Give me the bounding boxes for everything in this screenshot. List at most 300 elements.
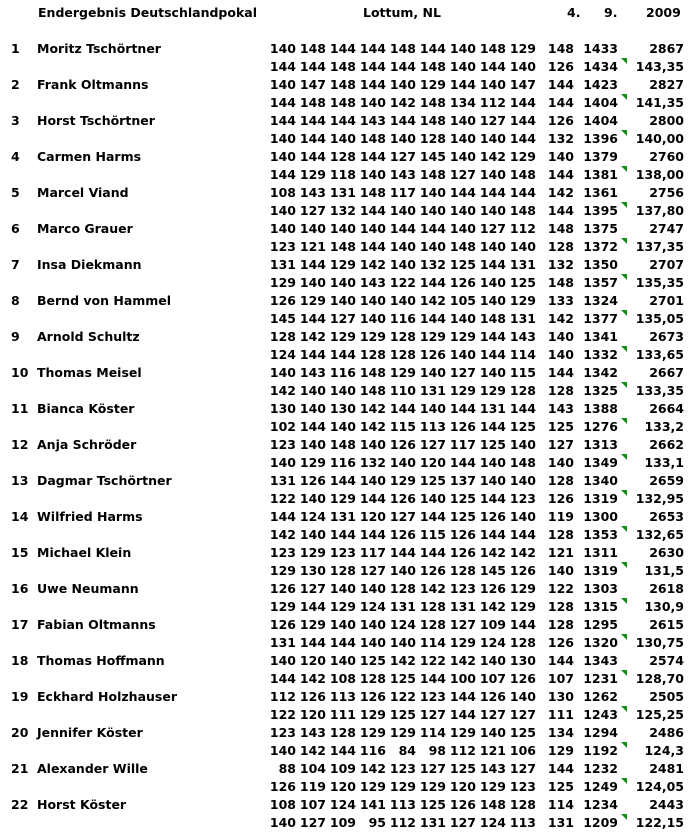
round-score: 117 — [449, 437, 476, 452]
round-score: 131 — [329, 509, 356, 524]
series-sum: 1372 — [583, 239, 618, 254]
round-score: 127 — [449, 815, 476, 830]
round-score: 142 — [269, 527, 296, 542]
round-score: 116 — [359, 743, 386, 758]
player-row-second-series — [0, 562, 700, 580]
round-score: 123 — [509, 779, 536, 794]
round-score: 140 — [419, 401, 446, 416]
round-score: 127 — [449, 617, 476, 632]
round-score: 140 — [269, 365, 296, 380]
player-name: Horst Tschörtner — [37, 113, 155, 128]
player-row-second-series — [0, 166, 700, 184]
round-score: 144 — [479, 491, 506, 506]
player-rank: 21 — [11, 761, 29, 776]
round-score: 144 — [547, 95, 574, 110]
round-score: 125 — [449, 761, 476, 776]
round-score: 143 — [299, 365, 326, 380]
round-score: 123 — [389, 761, 416, 776]
round-score: 129 — [359, 725, 386, 740]
series-sum: 1341 — [583, 329, 618, 344]
player-name: Dagmar Tschörtner — [37, 473, 172, 488]
series-sum: 1340 — [583, 473, 618, 488]
series-sum: 1332 — [583, 347, 618, 362]
round-score: 128 — [547, 599, 574, 614]
series-sum: 1313 — [583, 437, 618, 452]
round-score: 144 — [479, 347, 506, 362]
round-score: 143 — [547, 401, 574, 416]
total-score: 2662 — [649, 437, 684, 452]
player-row-second-series — [0, 778, 700, 796]
round-score: 142 — [547, 185, 574, 200]
series-sum: 1377 — [583, 311, 618, 326]
series-sum: 1353 — [583, 527, 618, 542]
round-score: 127 — [359, 563, 386, 578]
round-score: 123 — [329, 545, 356, 560]
date-year: 2009 — [646, 5, 681, 20]
round-score: 144 — [419, 509, 446, 524]
cell-comment-marker-icon — [621, 382, 627, 388]
round-score: 131 — [449, 599, 476, 614]
round-score: 140 — [479, 77, 506, 92]
round-score: 140 — [359, 167, 386, 182]
round-score: 144 — [547, 167, 574, 182]
round-score: 148 — [547, 275, 574, 290]
series-sum: 1249 — [583, 779, 618, 794]
round-score: 144 — [359, 41, 386, 56]
player-row — [0, 328, 700, 346]
round-score: 131 — [547, 815, 574, 830]
round-score: 140 — [329, 275, 356, 290]
round-score: 129 — [269, 275, 296, 290]
cell-comment-marker-icon — [621, 814, 627, 820]
series-sum: 1375 — [583, 221, 618, 236]
round-score: 131 — [329, 185, 356, 200]
round-score: 127 — [449, 167, 476, 182]
round-score: 142 — [269, 383, 296, 398]
round-score: 140 — [299, 275, 326, 290]
round-score: 144 — [419, 41, 446, 56]
round-score: 144 — [419, 311, 446, 326]
round-score: 125 — [449, 257, 476, 272]
round-score: 129 — [329, 257, 356, 272]
total-score: 2707 — [649, 257, 684, 272]
series-sum: 1300 — [583, 509, 618, 524]
player-row — [0, 76, 700, 94]
round-score: 143 — [299, 185, 326, 200]
round-score: 128 — [419, 617, 446, 632]
round-score: 140 — [479, 203, 506, 218]
round-score: 124 — [479, 635, 506, 650]
average-score: 130,9 — [644, 599, 684, 614]
round-score: 148 — [389, 41, 416, 56]
player-row-second-series — [0, 526, 700, 544]
date-day: 4. — [567, 5, 581, 20]
cell-comment-marker-icon — [621, 490, 627, 496]
round-score: 140 — [389, 635, 416, 650]
series-sum: 1388 — [583, 401, 618, 416]
round-score: 140 — [419, 491, 446, 506]
round-score: 144 — [299, 131, 326, 146]
round-score: 125 — [449, 509, 476, 524]
round-score: 128 — [547, 617, 574, 632]
player-rank: 1 — [11, 41, 20, 56]
round-score: 124 — [329, 797, 356, 812]
round-score: 144 — [329, 473, 356, 488]
player-rank: 19 — [11, 689, 29, 704]
round-score: 129 — [359, 329, 386, 344]
round-score: 140 — [269, 149, 296, 164]
round-score: 128 — [269, 329, 296, 344]
round-score: 129 — [299, 617, 326, 632]
round-score: 111 — [329, 707, 356, 722]
round-score: 144 — [449, 401, 476, 416]
round-score: 118 — [329, 167, 356, 182]
average-score: 138,00 — [635, 167, 684, 182]
player-rank: 9 — [11, 329, 20, 344]
round-score: 127 — [547, 437, 574, 452]
round-score: 144 — [359, 527, 386, 542]
average-score: 124,05 — [635, 779, 684, 794]
player-row — [0, 220, 700, 238]
round-score: 128 — [509, 383, 536, 398]
round-score: 108 — [329, 671, 356, 686]
cell-comment-marker-icon — [621, 706, 627, 712]
round-score: 140 — [479, 167, 506, 182]
round-score: 140 — [329, 131, 356, 146]
total-score: 2800 — [649, 113, 684, 128]
round-score: 144 — [329, 113, 356, 128]
round-score: 140 — [509, 689, 536, 704]
round-score: 114 — [509, 347, 536, 362]
round-score: 127 — [329, 311, 356, 326]
round-score: 144 — [479, 185, 506, 200]
round-score: 140 — [479, 473, 506, 488]
round-score: 140 — [547, 347, 574, 362]
round-score: 129 — [479, 779, 506, 794]
total-score: 2630 — [649, 545, 684, 560]
round-score: 140 — [449, 347, 476, 362]
round-score: 144 — [329, 635, 356, 650]
round-score: 144 — [509, 401, 536, 416]
player-row — [0, 688, 700, 706]
round-score: 144 — [449, 185, 476, 200]
round-score: 127 — [299, 815, 326, 830]
round-score: 108 — [269, 185, 296, 200]
round-score: 121 — [479, 743, 506, 758]
round-score: 123 — [509, 491, 536, 506]
round-score: 144 — [389, 59, 416, 74]
round-score: 112 — [479, 95, 506, 110]
round-score: 126 — [389, 491, 416, 506]
round-score: 140 — [547, 149, 574, 164]
round-score: 112 — [509, 221, 536, 236]
round-score: 144 — [389, 401, 416, 416]
round-score: 129 — [389, 779, 416, 794]
round-score: 120 — [449, 779, 476, 794]
round-score: 148 — [509, 455, 536, 470]
cell-comment-marker-icon — [621, 598, 627, 604]
round-score: 131 — [509, 311, 536, 326]
round-score: 129 — [449, 329, 476, 344]
round-score: 129 — [359, 779, 386, 794]
player-row — [0, 400, 700, 418]
total-score: 2481 — [649, 761, 684, 776]
player-name: Alexander Wille — [37, 761, 148, 776]
round-score: 148 — [329, 77, 356, 92]
player-name: Marcel Viand — [37, 185, 129, 200]
round-score: 126 — [449, 797, 476, 812]
round-score: 128 — [509, 635, 536, 650]
series-sum: 1361 — [583, 185, 618, 200]
round-score: 142 — [359, 401, 386, 416]
round-score: 144 — [389, 221, 416, 236]
round-score: 142 — [389, 653, 416, 668]
player-row-second-series — [0, 490, 700, 508]
round-score: 126 — [547, 635, 574, 650]
round-score: 107 — [299, 797, 326, 812]
round-score: 107 — [479, 671, 506, 686]
round-score: 148 — [419, 95, 446, 110]
round-score: 113 — [419, 419, 446, 434]
round-score: 144 — [547, 203, 574, 218]
round-score: 107 — [547, 671, 574, 686]
round-score: 129 — [359, 707, 386, 722]
round-score: 140 — [329, 293, 356, 308]
round-score: 140 — [479, 365, 506, 380]
round-score: 144 — [359, 59, 386, 74]
round-score: 140 — [269, 653, 296, 668]
player-row — [0, 544, 700, 562]
round-score: 140 — [269, 41, 296, 56]
round-score: 143 — [359, 275, 386, 290]
round-score: 140 — [449, 311, 476, 326]
round-score: 148 — [359, 185, 386, 200]
round-score: 145 — [269, 311, 296, 326]
round-score: 131 — [269, 473, 296, 488]
round-score: 124 — [359, 599, 386, 614]
round-score: 126 — [269, 779, 296, 794]
total-score: 2673 — [649, 329, 684, 344]
round-score: 131 — [419, 383, 446, 398]
round-score: 140 — [359, 581, 386, 596]
player-name: Bernd von Hammel — [37, 293, 172, 308]
round-score: 131 — [419, 815, 446, 830]
round-score: 128 — [329, 149, 356, 164]
round-score: 127 — [509, 761, 536, 776]
round-score: 144 — [269, 95, 296, 110]
series-sum: 1423 — [583, 77, 618, 92]
total-score: 2486 — [649, 725, 684, 740]
round-score: 130 — [509, 653, 536, 668]
round-score: 140 — [509, 59, 536, 74]
round-score: 127 — [389, 149, 416, 164]
round-score: 148 — [479, 797, 506, 812]
series-sum: 1276 — [583, 419, 618, 434]
series-sum: 1342 — [583, 365, 618, 380]
round-score: 126 — [547, 113, 574, 128]
series-sum: 1192 — [583, 743, 618, 758]
round-score: 140 — [547, 455, 574, 470]
round-score: 140 — [329, 221, 356, 236]
round-score: 140 — [419, 239, 446, 254]
round-score: 140 — [359, 473, 386, 488]
round-score: 142 — [419, 581, 446, 596]
round-score: 142 — [547, 311, 574, 326]
player-rank: 8 — [11, 293, 20, 308]
series-sum: 1325 — [583, 383, 618, 398]
round-score: 128 — [449, 563, 476, 578]
series-sum: 1295 — [583, 617, 618, 632]
round-score: 140 — [359, 617, 386, 632]
round-score: 144 — [359, 77, 386, 92]
player-name: Thomas Hoffmann — [37, 653, 165, 668]
round-score: 128 — [419, 599, 446, 614]
round-score: 140 — [509, 473, 536, 488]
round-score: 126 — [479, 689, 506, 704]
round-score: 140 — [547, 329, 574, 344]
round-score: 140 — [479, 725, 506, 740]
series-sum: 1324 — [583, 293, 618, 308]
round-score: 140 — [299, 383, 326, 398]
player-name: Horst Köster — [37, 797, 127, 812]
player-rank: 2 — [11, 77, 20, 92]
round-score: 116 — [329, 455, 356, 470]
round-score: 132 — [547, 257, 574, 272]
series-sum: 1395 — [583, 203, 618, 218]
round-score: 119 — [547, 509, 574, 524]
total-score: 2653 — [649, 509, 684, 524]
average-score: 132,95 — [635, 491, 684, 506]
round-score: 110 — [389, 383, 416, 398]
cell-comment-marker-icon — [621, 166, 627, 172]
round-score: 144 — [359, 239, 386, 254]
round-score: 125 — [419, 797, 446, 812]
round-score: 127 — [419, 761, 446, 776]
round-score: 125 — [509, 419, 536, 434]
player-row-second-series — [0, 238, 700, 256]
round-score: 130 — [547, 689, 574, 704]
round-score: 142 — [299, 329, 326, 344]
round-score: 131 — [509, 257, 536, 272]
total-score: 2615 — [649, 617, 684, 632]
cell-comment-marker-icon — [621, 778, 627, 784]
round-score: 144 — [547, 77, 574, 92]
round-score: 144 — [449, 77, 476, 92]
round-score: 131 — [479, 401, 506, 416]
player-rank: 12 — [11, 437, 29, 452]
average-score: 128,70 — [635, 671, 684, 686]
round-score: 129 — [389, 473, 416, 488]
round-score: 148 — [449, 239, 476, 254]
round-score: 122 — [419, 653, 446, 668]
round-score: 126 — [389, 527, 416, 542]
round-score: 144 — [449, 707, 476, 722]
round-score: 125 — [509, 275, 536, 290]
round-score: 148 — [359, 131, 386, 146]
round-score: 142 — [479, 545, 506, 560]
round-score: 127 — [479, 113, 506, 128]
round-score: 148 — [419, 167, 446, 182]
round-score: 140 — [479, 275, 506, 290]
player-name: Fabian Oltmanns — [37, 617, 156, 632]
player-name: Insa Diekmann — [37, 257, 142, 272]
cell-comment-marker-icon — [621, 238, 627, 244]
round-score: 148 — [479, 41, 506, 56]
series-sum: 1319 — [583, 491, 618, 506]
round-score: 140 — [419, 185, 446, 200]
player-name: Uwe Neumann — [37, 581, 139, 596]
round-score: 125 — [449, 491, 476, 506]
series-sum: 1404 — [583, 95, 618, 110]
round-score: 117 — [389, 185, 416, 200]
player-row-second-series — [0, 58, 700, 76]
player-row-second-series — [0, 814, 700, 832]
round-score: 140 — [449, 113, 476, 128]
round-score: 148 — [419, 59, 446, 74]
round-score: 129 — [547, 743, 574, 758]
round-score: 113 — [329, 689, 356, 704]
round-score: 140 — [269, 203, 296, 218]
round-score: 113 — [509, 815, 536, 830]
round-score: 140 — [269, 77, 296, 92]
round-score: 148 — [547, 41, 574, 56]
round-score: 140 — [359, 437, 386, 452]
player-name: Arnold Schultz — [37, 329, 140, 344]
round-score: 142 — [359, 257, 386, 272]
round-score: 98 — [428, 743, 446, 758]
series-sum: 1262 — [583, 689, 618, 704]
round-score: 121 — [547, 545, 574, 560]
player-row — [0, 292, 700, 310]
round-score: 140 — [359, 311, 386, 326]
round-score: 145 — [479, 563, 506, 578]
round-score: 126 — [359, 689, 386, 704]
round-score: 124 — [299, 509, 326, 524]
round-score: 148 — [299, 95, 326, 110]
round-score: 115 — [509, 365, 536, 380]
round-score: 142 — [359, 761, 386, 776]
player-name: Carmen Harms — [37, 149, 142, 164]
round-score: 132 — [547, 131, 574, 146]
round-score: 123 — [269, 239, 296, 254]
round-score: 125 — [389, 671, 416, 686]
round-score: 148 — [547, 221, 574, 236]
player-row — [0, 256, 700, 274]
round-score: 143 — [479, 761, 506, 776]
player-name: Anja Schröder — [37, 437, 137, 452]
round-score: 140 — [359, 95, 386, 110]
round-score: 140 — [299, 527, 326, 542]
player-row — [0, 112, 700, 130]
round-score: 140 — [389, 293, 416, 308]
round-score: 144 — [419, 275, 446, 290]
total-score: 2701 — [649, 293, 684, 308]
series-sum: 1303 — [583, 581, 618, 596]
round-score: 144 — [329, 527, 356, 542]
round-score: 140 — [299, 401, 326, 416]
round-score: 140 — [509, 437, 536, 452]
cell-comment-marker-icon — [621, 562, 627, 568]
player-row-second-series — [0, 706, 700, 724]
round-score: 129 — [509, 599, 536, 614]
round-score: 144 — [509, 131, 536, 146]
round-score: 148 — [329, 437, 356, 452]
round-score: 140 — [389, 239, 416, 254]
player-rank: 6 — [11, 221, 20, 236]
player-row-second-series — [0, 346, 700, 364]
round-score: 114 — [419, 635, 446, 650]
cell-comment-marker-icon — [621, 202, 627, 208]
